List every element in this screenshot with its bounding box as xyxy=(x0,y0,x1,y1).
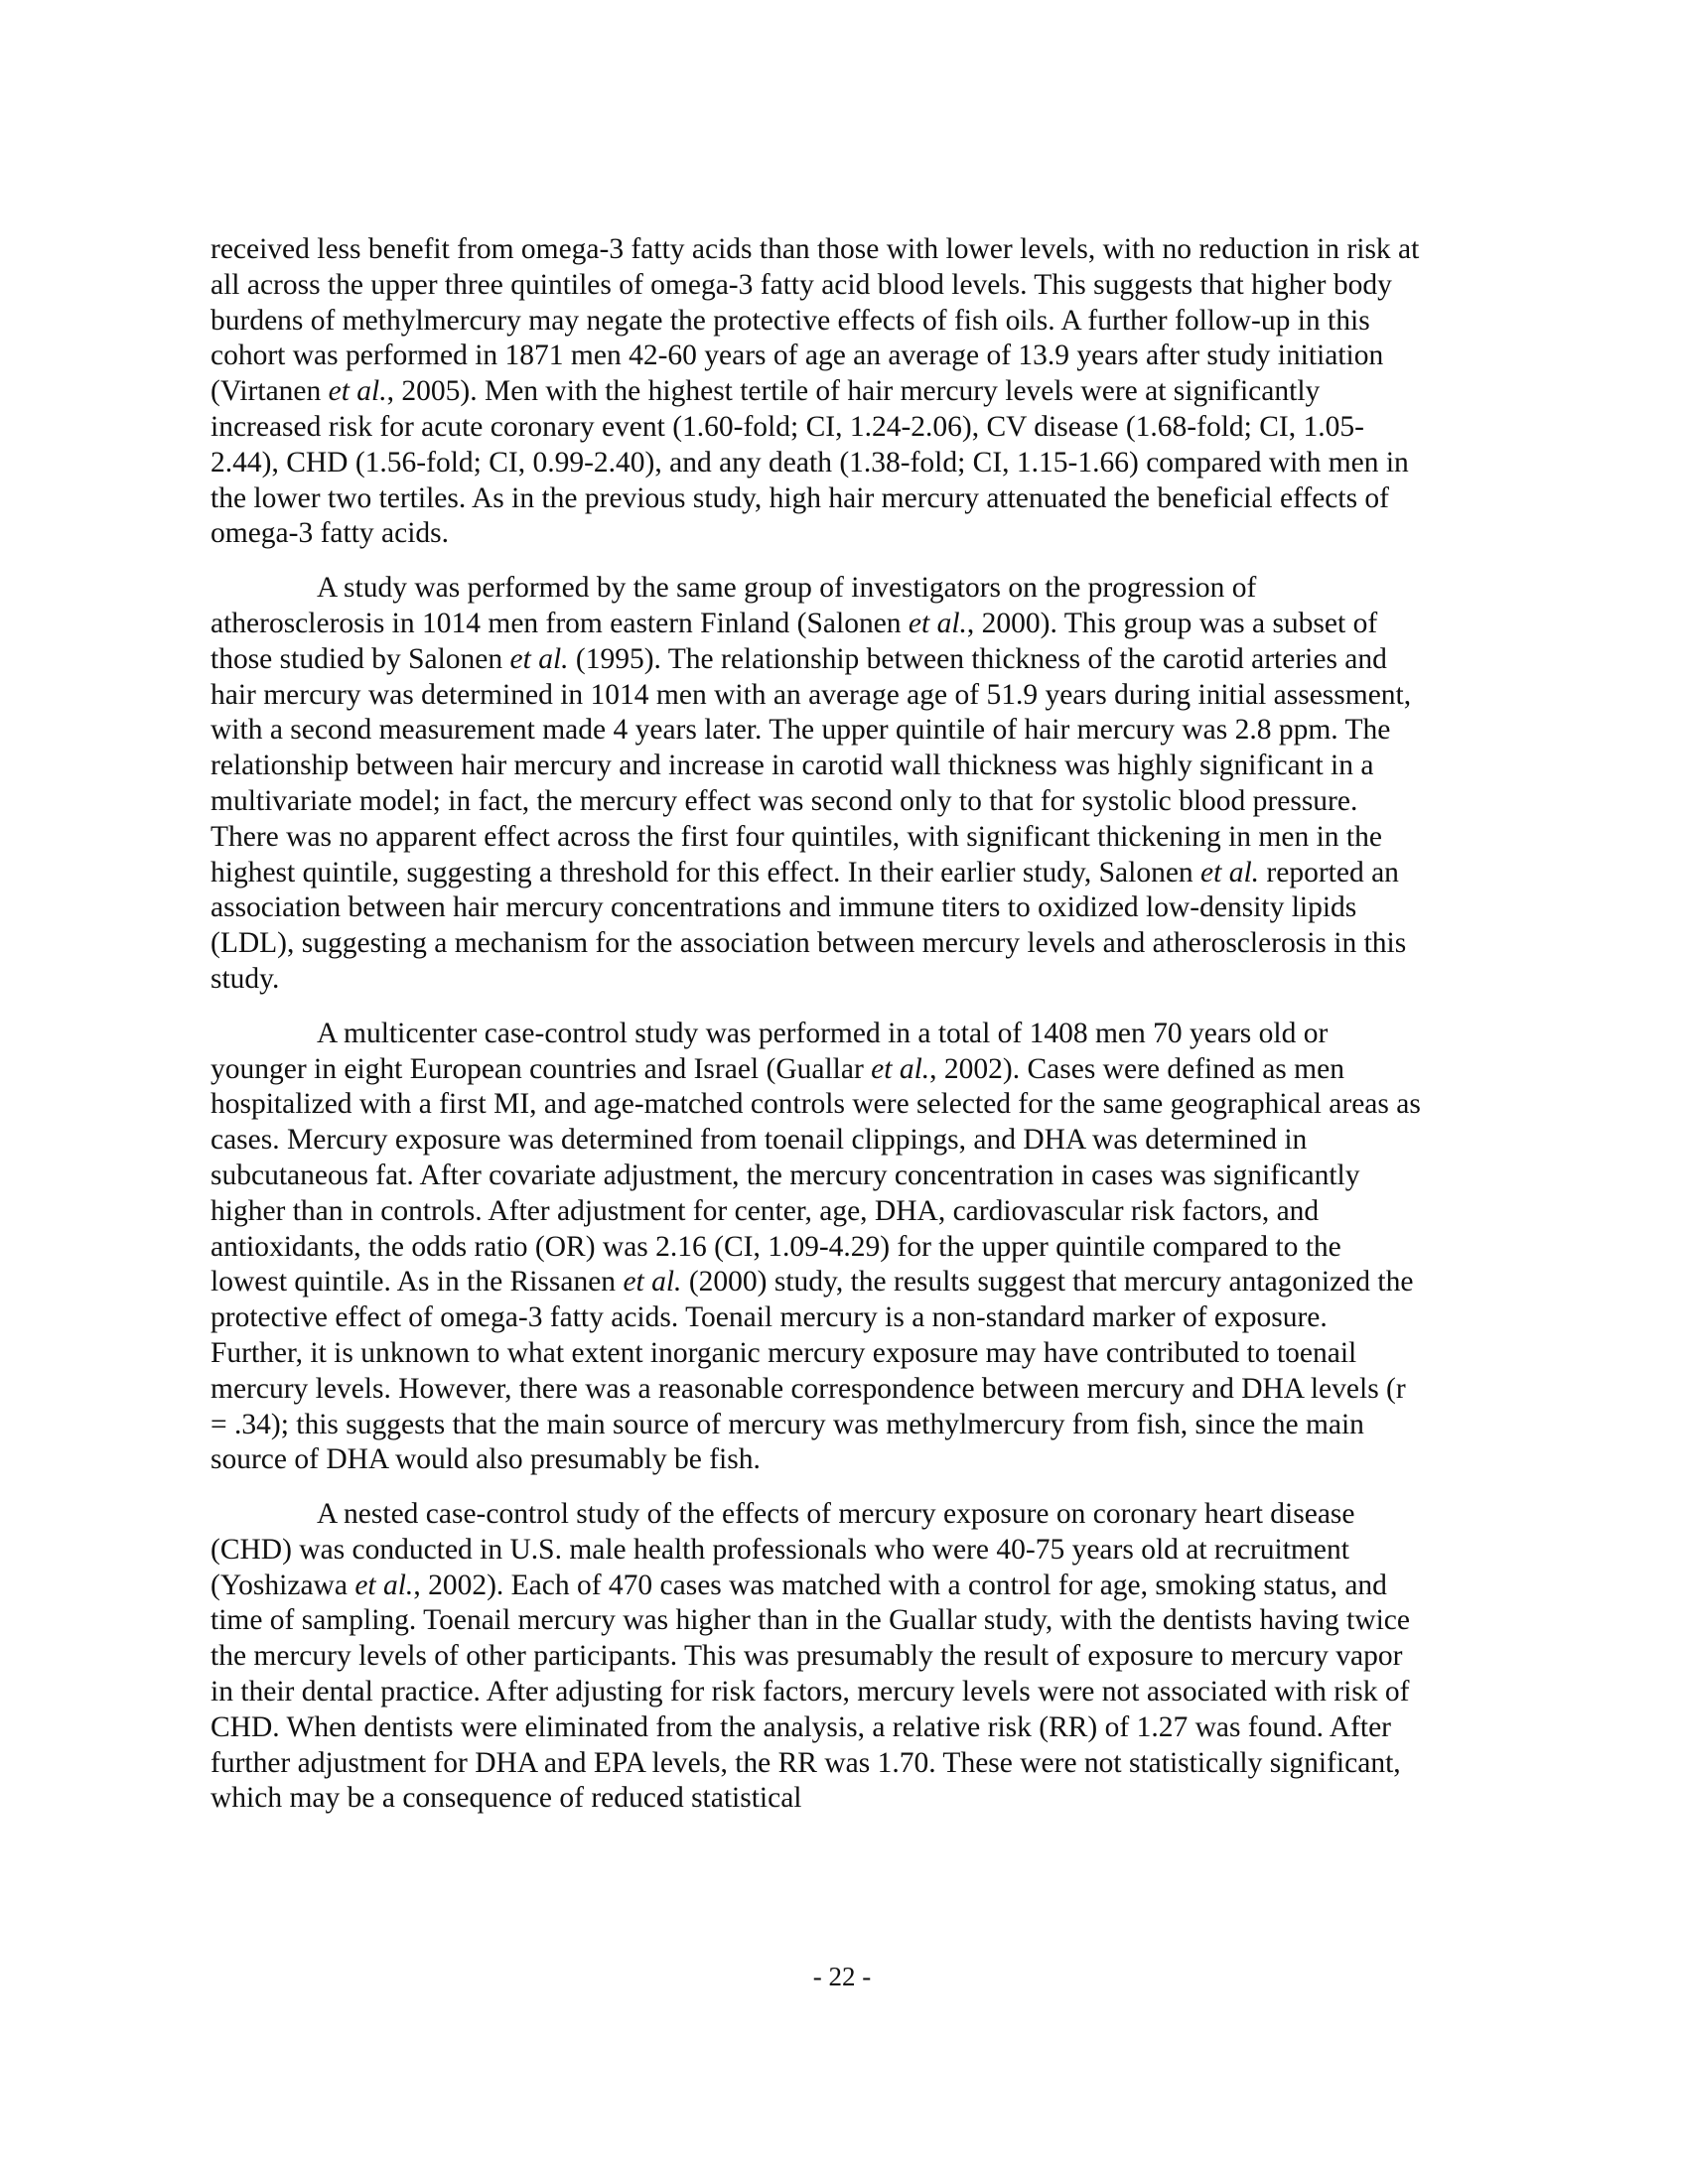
page-number: - 22 - xyxy=(812,1962,872,1991)
paragraph-2-text: reported an association between hair mercury concentrations and immune titers to oxidized low-density lipids (LDL), suggesting a mechanism for the association between mercury levels and atherosclerosis in this study. xyxy=(210,856,1407,995)
paragraph-2-text: (1995). The relationship between thickness of the carotid arteries and hair mercury was determined in 1014 men with an average age of 51.9 years during initial assessment, with a second measurement made 4 years later. The upper quintile of hair mercury was 2.8 ppm. The relationship between hair mercury and increase in carotid wall thickness was highly significant in a multivariate model; in fact, the mercury effect was second only to that for systolic blood pressure. There was no apparent effect across the first four quintiles, with significant thickening in men in the highest quintile, suggesting a threshold for this effect. In their earlier study, Salonen xyxy=(210,642,1412,888)
citation-italic: et al. xyxy=(1200,856,1260,888)
paragraph-2 xyxy=(210,571,1424,998)
paragraph-3-text: (2000) study, the results suggest that mercury antagonized the protective effect of omega-3 fatty acids. Toenail mercury is a non-standard marker of exposure. Further, it is unknown to what extent inorganic mercury exposure may have contributed to toenail mercury levels. However, there was a reasonable correspondence between mercury and DHA levels (r = .34); this suggests that the main source of mercury was methylmercury from fish, since the main source of DHA would also presumably be fish. xyxy=(210,1266,1414,1476)
citation-italic: et al. xyxy=(354,1569,414,1601)
paragraph-4-text: , 2002). Each of 470 cases was matched with a control for age, smoking status, and time of sampling. Toenail mercury was higher than in the Guallar study, with the dentists having twice the mercury levels of other participants. This was presumably the result of exposure to mercury vapor in their dental practice. After adjusting for risk factors, mercury levels were not associated with risk of CHD. When dentists were eliminated from the analysis, a relative risk (RR) of 1.27 was found. After further adjustment for DHA and EPA levels, the RR was 1.70. These were not statistically significant, which may be a consequence of reduced statistical xyxy=(210,1569,1410,1815)
paragraph-1-text: received less benefit from omega-3 fatty acids than those with lower levels, with no reduction in risk at all across the upper three quintiles of omega-3 fatty acid blood levels. This suggests that higher body burdens of methylmercury may negate the protective effects of fish oils. A further follow-up in this cohort was performed in 1871 men 42-60 years of age an average of 13.9 years after study initiation (Virtanen xyxy=(210,233,1420,408)
paragraph-4 xyxy=(210,1497,1424,1817)
citation-italic: et al. xyxy=(908,607,967,639)
paragraph-1 xyxy=(210,232,1424,552)
paragraph-3 xyxy=(210,1017,1424,1478)
paragraph-2-text: A study was performed by the same group of investigators on the progression of atherosclerosis in 1014 men from eastern Finland (Salonen xyxy=(210,572,1257,639)
citation-italic: et al. xyxy=(623,1266,682,1298)
citation-italic: et al. xyxy=(328,375,387,408)
paragraph-1-text: , 2005). Men with the highest tertile of hair mercury levels were at significantly increased risk for acute coronary event (1.60-fold; CI, 1.24-2.06), CV disease (1.68-fold; CI, 1.05-2.44), CHD (1.56-fold; CI, 0.99-2.40), and any death (1.38-fold; CI, 1.15-1.66) compared with men in the lower two tertiles. As in the previous study, high hair mercury attenuated the beneficial effects of omega-3 fatty acids. xyxy=(210,375,1409,550)
body-text xyxy=(210,232,1424,1817)
citation-italic: et al. xyxy=(871,1052,930,1085)
paragraph-2-text: , 2000). This group was a subset of those studied by Salonen xyxy=(210,607,1378,675)
paragraph-4-text: A nested case-control study of the effects of mercury exposure on coronary heart disease (CHD) was conducted in U.S. male health professionals who were 40-75 years old at recruitment (Yoshizawa xyxy=(210,1498,1355,1601)
paragraph-3-text: , 2002). Cases were defined as men hospitalized with a first MI, and age-matched controls were selected for the same geographical areas as cases. Mercury exposure was determined from toenail clippings, and DHA was determined in subcutaneous fat. After covariate adjustment, the mercury concentration in cases was significantly higher than in controls. After adjustment for center, age, DHA, cardiovascular risk factors, and antioxidants, the odds ratio (OR) was 2.16 (CI, 1.09-4.29) for the upper quintile compared to the lowest quintile. As in the Rissanen xyxy=(210,1052,1421,1298)
paragraph-3-text: A multicenter case-control study was performed in a total of 1408 men 70 years old or younger in eight European countries and Israel (Guallar xyxy=(210,1017,1329,1085)
citation-italic: et al. xyxy=(509,642,569,675)
